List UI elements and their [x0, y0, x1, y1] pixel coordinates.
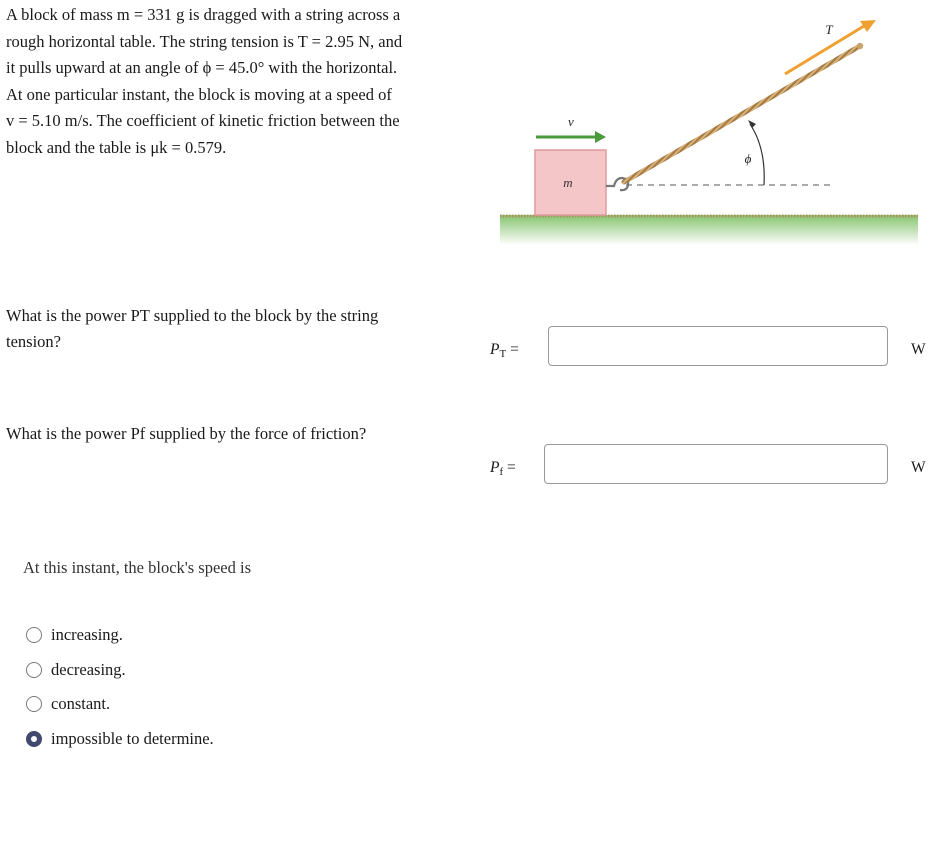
table-surface	[500, 215, 918, 245]
block-mass-label: m	[563, 175, 573, 190]
option-label: impossible to determine.	[51, 728, 214, 748]
question-tension-power: What is the power PT supplied to the block by the string tension?	[6, 306, 379, 351]
speed-options	[26, 618, 214, 756]
rope	[624, 46, 860, 182]
radio-button[interactable]	[26, 662, 42, 678]
problem-line-3: it pulls upward at an angle of ϕ = 45.0° with the horizontal.	[6, 58, 398, 78]
problem-line-4: At one particular instant, the block is moving at a speed of	[6, 84, 392, 104]
problem-statement	[6, 2, 456, 162]
problem-line-2: rough horizontal table. The string tension is T = 2.95 N, and	[6, 31, 403, 51]
velocity-arrow	[536, 131, 606, 143]
tension-power-label: PT =	[490, 341, 519, 360]
block-diagram	[498, 10, 920, 250]
question-speed-change: At this instant, the block's speed is	[23, 558, 251, 577]
radio-button[interactable]	[26, 731, 42, 747]
option-label: decreasing.	[51, 659, 126, 679]
friction-power-unit: W	[911, 459, 926, 476]
friction-power-input[interactable]	[544, 444, 888, 484]
radio-button[interactable]	[26, 627, 42, 643]
option-impossible[interactable]	[26, 722, 214, 757]
option-label: increasing.	[51, 625, 123, 645]
problem-line-5: v = 5.10 m/s. The coefficient of kinetic friction between the	[6, 111, 400, 131]
radio-button[interactable]	[26, 696, 42, 712]
tension-label: T⃗	[825, 22, 843, 37]
problem-line-6: block and the table is μk = 0.579.	[6, 137, 227, 157]
tension-power-unit: W	[911, 341, 926, 358]
option-increasing[interactable]	[26, 618, 214, 653]
velocity-label: v⃗	[568, 114, 584, 129]
option-decreasing[interactable]	[26, 653, 214, 688]
friction-power-label: Pf =	[490, 459, 516, 478]
block	[535, 150, 606, 215]
option-constant[interactable]	[26, 687, 214, 722]
problem-line-1: A block of mass m = 331 g is dragged with a string across a	[6, 5, 401, 24]
option-label: constant.	[51, 694, 111, 714]
angle-label: ϕ	[744, 151, 752, 166]
tension-power-input[interactable]	[548, 326, 888, 366]
question-friction-power: What is the power Pf supplied by the force of friction?	[6, 424, 367, 443]
